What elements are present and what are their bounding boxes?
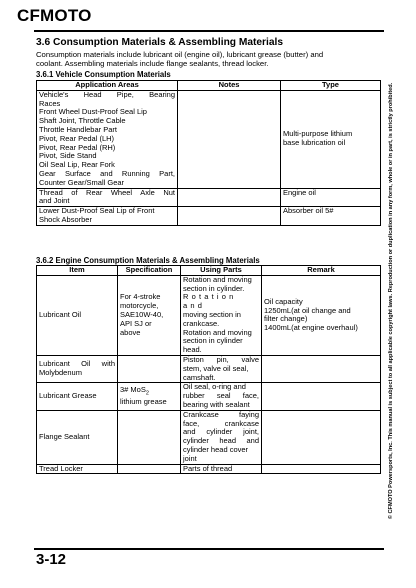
engine-consumption-table [36,265,381,474]
item-line: Lubricant Oil with [39,359,115,369]
item-line: Molybdenum [39,368,82,378]
parts-line: and cylinder joint, [183,427,259,437]
remark-cell [262,383,381,410]
area-line: Shaft Joint, Throttle Cable [39,116,126,126]
vehicle-consumption-table [36,80,381,226]
table-header-row [37,266,381,276]
spec-line: SAE10W-40, [120,309,164,319]
parts-line: face, crankcase [183,418,259,428]
parts-line: moving section in [183,309,241,319]
parts-line: joint [183,453,197,463]
header-item: Item [37,266,118,276]
table-row [37,355,381,382]
parts-line: Rotation and moving [183,327,252,337]
area-line: Pivot, Rear Pedal (RH) [39,142,116,152]
table-header-row [37,81,381,91]
application-areas-cell [37,207,178,226]
brand-logo: CFMOTO [17,6,92,25]
spec-line: above [120,327,141,337]
copyright-notice [386,84,396,518]
remark-cell [262,464,381,474]
using-parts-cell: Parts of thread [181,464,262,474]
remark-line: 1250mL(at oil change and [264,305,351,315]
header-type: Type [281,81,381,91]
using-parts-cell [181,410,262,464]
area-line: Front Wheel Dust-Proof Seal Lip [39,107,147,117]
remark-cell [262,410,381,464]
application-areas-cell [37,90,178,188]
parts-line: Rotation and [183,292,237,311]
item-cell [37,355,118,382]
header-specification: Specification [118,266,181,276]
area-line: Shock Absorber [39,214,92,224]
engine-table-title: 3.6.2 Engine Consumption Materials & Assembling Materials [36,256,260,265]
spec-line: motorcycle, [120,301,159,311]
area-line: Thread of Rear Wheel Axle Nut [39,187,175,197]
table-row [37,410,381,464]
area-line: Pivot, Side Stand [39,151,97,161]
footer-rule [34,548,384,550]
remark-line: 1400mL(at engine overhaul) [264,323,358,333]
area-line: and Joint [39,196,70,206]
spec-text: 3# MoS [120,385,146,394]
header-application-areas: Application Areas [37,81,178,91]
parts-line: rubber seal face, [183,391,259,401]
specification-cell [118,355,181,382]
table-row [37,207,381,226]
table-row [37,383,381,410]
table-row [37,275,381,355]
page-number: 3-12 [36,551,67,568]
notes-cell [178,207,281,226]
parts-line: camshaft. [183,372,216,382]
item-cell: Lubricant Oil [37,275,118,355]
specification-cell [118,464,181,474]
section-title: 3.6 Consumption Materials & Assembling Materials [36,37,284,48]
vehicle-table-title: 3.6.1 Vehicle Consumption Materials [36,70,171,79]
notes-cell [178,90,281,188]
header-rule [34,30,384,32]
table-row [37,464,381,474]
parts-line: section in cylinder [183,336,243,346]
notes-cell [178,188,281,207]
area-line: Races [39,98,61,108]
item-cell: Flange Sealant [37,410,118,464]
area-line: Lower Dust-Proof Seal Lip of Front [39,206,155,216]
copyright-text: © CFMOTO Powersports, Inc. This manual is subject to all applicable copyright laws. Reproduction or duplication in any form, whole or in part, is strictly prohibited. [388,82,394,520]
area-line: Throttle Handlebar Part [39,124,117,134]
type-cell [281,90,381,188]
parts-line: bearing with sealant [183,399,250,409]
item-cell: Tread Locker [37,464,118,474]
parts-line: cylinder head cover [183,444,249,454]
remark-line: filter change) [264,314,308,324]
table-row [37,90,381,188]
spec-subscript: 2 [145,390,149,397]
specification-cell [118,410,181,464]
parts-line: Crankcase faying [183,409,259,419]
parts-line: crankcase. [183,318,220,328]
spec-line: For 4-stroke [120,292,161,302]
remark-line: Oil capacity [264,296,303,306]
type-cell: Absorber oil 5# [281,207,381,226]
header-using-parts: Using Parts [181,266,262,276]
parts-line: Piston pin, valve [183,354,259,364]
parts-line: head. [183,345,202,355]
spec-line: lithium grease [120,397,167,407]
area-line: Gear Surface and Running Part, [39,168,175,178]
using-parts-cell [181,355,262,382]
parts-line: stem, valve oil seal, [183,363,249,373]
parts-line: section in cylinder. [183,283,245,293]
area-line: Oil Seal Lip, Rear Fork [39,160,115,170]
application-areas-cell [37,188,178,207]
parts-line: Oil seal, o-ring and [183,382,246,392]
intro-line-1: Consumption materials include lubricant oil (engine oil), lubricant grease (butter) and [36,50,324,59]
spec-line: API SJ or [120,318,152,328]
item-cell: Lubricant Grease [37,383,118,410]
specification-cell [118,275,181,355]
area-line: Vehicle's Head Pipe, Bearing [39,89,175,99]
header-notes: Notes [178,81,281,91]
area-line: Counter Gear/Small Gear [39,177,125,187]
type-cell: Engine oil [281,188,381,207]
intro-line-2: coolant. Assembling materials include flange sealants, thread locker. [36,59,269,68]
remark-cell [262,355,381,382]
section-intro [36,50,382,68]
parts-line: Rotation and moving [183,274,252,284]
type-line: Multi-purpose lithium [283,129,353,139]
using-parts-cell [181,275,262,355]
specification-cell [118,383,181,410]
area-line: Pivot, Rear Pedal (LH) [39,133,115,143]
section-header [36,37,382,68]
type-line: base lubrication oil [283,138,346,148]
table-row [37,188,381,207]
remark-cell [262,275,381,355]
parts-line: cylinder head and [183,436,259,446]
using-parts-cell [181,383,262,410]
header-remark: Remark [262,266,381,276]
